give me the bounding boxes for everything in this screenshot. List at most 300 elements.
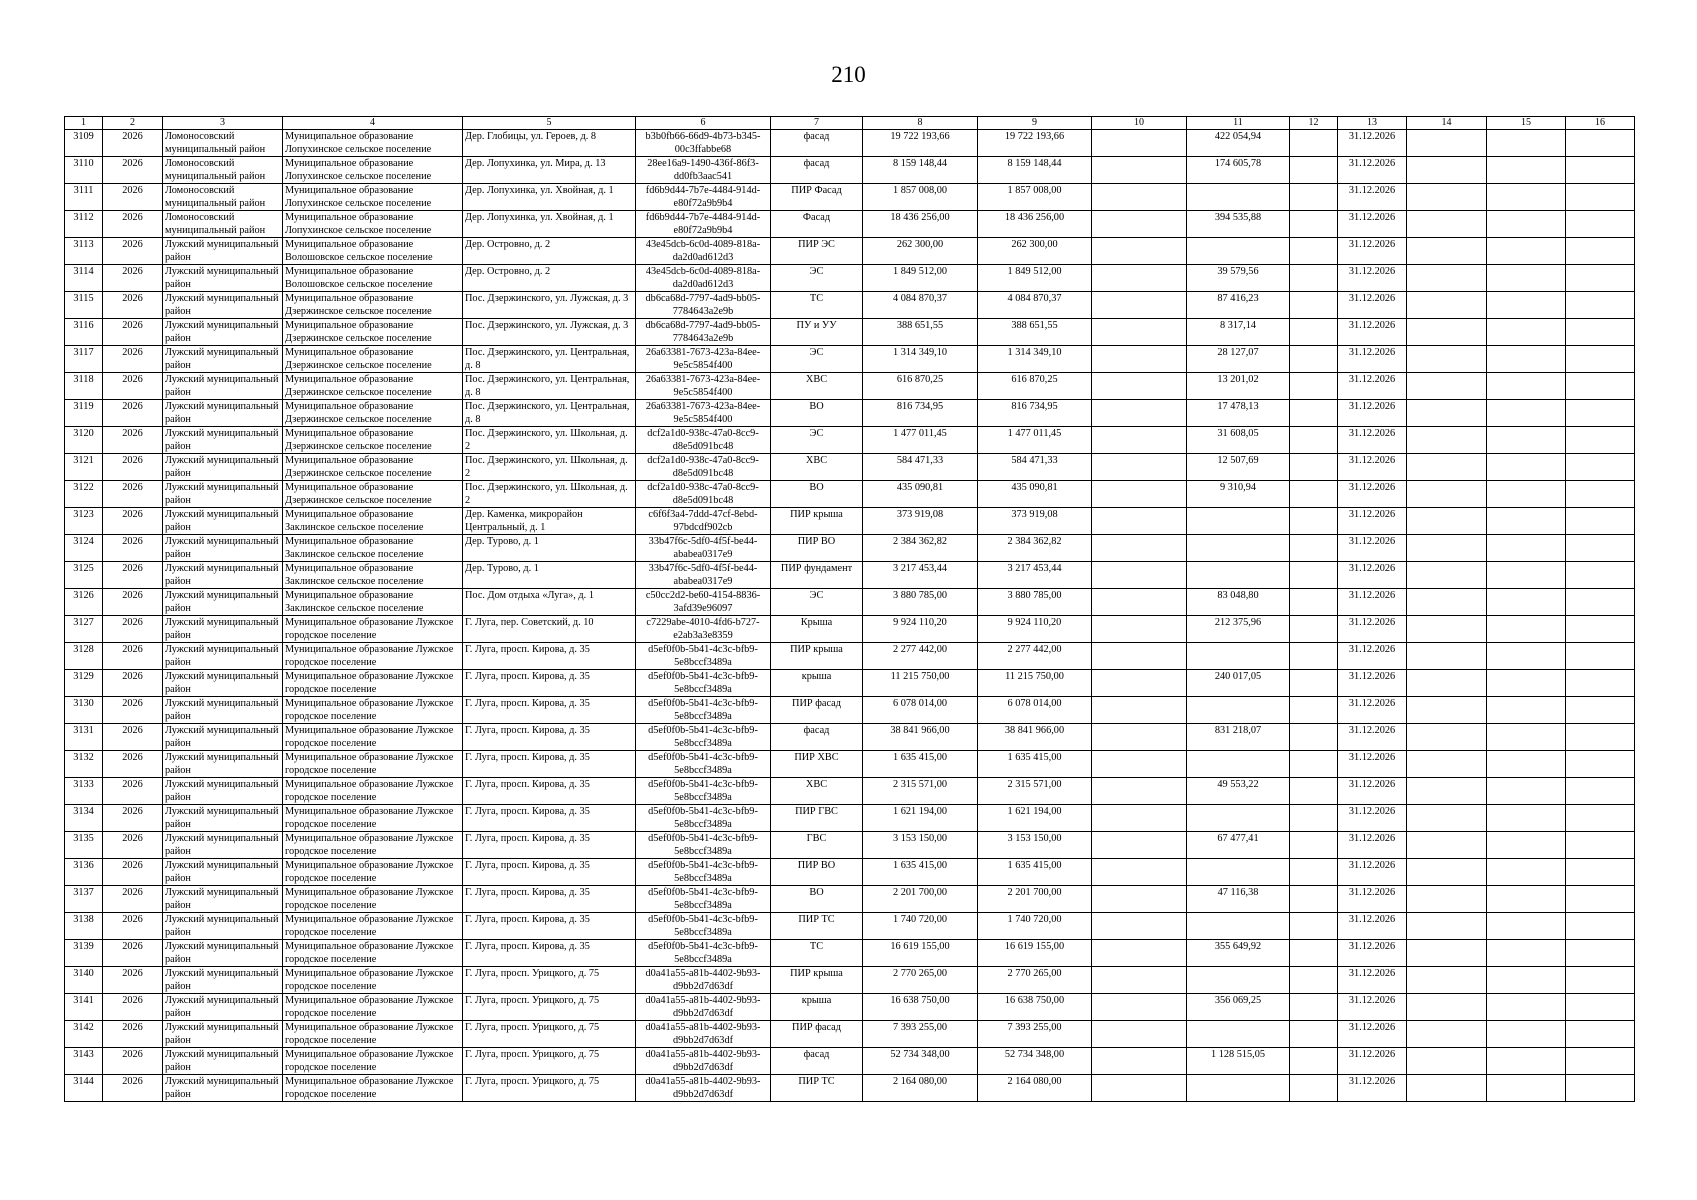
table-cell: 3 217 453,44 <box>978 562 1092 589</box>
table-cell: Лужский муниципальный район <box>163 535 283 562</box>
table-cell: 1 621 194,00 <box>863 805 978 832</box>
table-cell: Дер. Глобицы, ул. Героев, д. 8 <box>463 130 636 157</box>
table-cell: Пос. Дзержинского, ул. Лужская, д. 3 <box>463 319 636 346</box>
table-cell <box>1092 751 1187 778</box>
table-cell: 2 315 571,00 <box>863 778 978 805</box>
table-cell <box>1407 751 1487 778</box>
table-cell <box>1092 319 1187 346</box>
table-row <box>65 751 1635 778</box>
table-cell: Ломоносовский муниципальный район <box>163 130 283 157</box>
table-cell: Дер. Лопухинка, ул. Хвойная, д. 1 <box>463 184 636 211</box>
table-cell: 2026 <box>103 481 163 508</box>
table-cell: 2026 <box>103 454 163 481</box>
table-cell: ПИР крыша <box>771 643 863 670</box>
table-cell: ПИР крыша <box>771 967 863 994</box>
table-cell: 3125 <box>65 562 103 589</box>
table-cell: 7 393 255,00 <box>863 1021 978 1048</box>
table-cell <box>1290 1048 1338 1075</box>
column-header: 15 <box>1487 117 1566 130</box>
table-cell: Муниципальное образование Заклинское сельское поселение <box>283 535 463 562</box>
table-cell: 2026 <box>103 373 163 400</box>
table-cell <box>1407 1021 1487 1048</box>
table-cell <box>1407 994 1487 1021</box>
table-cell: Ломоносовский муниципальный район <box>163 184 283 211</box>
table-cell: d5ef0f0b-5b41-4c3c-bfb9-5e8bccf3489a <box>636 778 771 805</box>
table-cell <box>1407 535 1487 562</box>
table-cell: 31.12.2026 <box>1338 913 1407 940</box>
table-cell: 1 740 720,00 <box>863 913 978 940</box>
table-cell: 3112 <box>65 211 103 238</box>
table-body <box>65 130 1635 1102</box>
table-cell <box>1566 346 1635 373</box>
table-cell: 31.12.2026 <box>1338 481 1407 508</box>
table-cell <box>1487 1075 1566 1102</box>
table-cell: 2026 <box>103 751 163 778</box>
table-cell: Муниципальное образование Лужское городское поселение <box>283 1048 463 1075</box>
table-cell: 2026 <box>103 400 163 427</box>
table-cell: ЭС <box>771 265 863 292</box>
table-cell: Муниципальное образование Лужское городское поселение <box>283 1075 463 1102</box>
table-cell <box>1092 508 1187 535</box>
table-cell: Пос. Дзержинского, ул. Центральная, д. 8 <box>463 346 636 373</box>
table-cell: Лужский муниципальный район <box>163 751 283 778</box>
table-cell: 2 277 442,00 <box>978 643 1092 670</box>
table-cell <box>1092 1021 1187 1048</box>
table-cell: 2026 <box>103 940 163 967</box>
table-cell <box>1092 670 1187 697</box>
table-cell: Дер. Островно, д. 2 <box>463 238 636 265</box>
table-cell: 2 201 700,00 <box>978 886 1092 913</box>
table-cell: 33b47f6c-5df0-4f5f-be44-ababea0317e9 <box>636 562 771 589</box>
table-cell: Лужский муниципальный район <box>163 292 283 319</box>
table-cell: Лужский муниципальный район <box>163 643 283 670</box>
table-cell: Лужский муниципальный район <box>163 967 283 994</box>
table-cell <box>1092 157 1187 184</box>
table-row <box>65 967 1635 994</box>
table-cell: 2 384 362,82 <box>863 535 978 562</box>
table-cell: Г. Луга, просп. Кирова, д. 35 <box>463 751 636 778</box>
table-cell: Г. Луга, просп. Урицкого, д. 75 <box>463 1075 636 1102</box>
table-cell: 31.12.2026 <box>1338 130 1407 157</box>
table-cell <box>1487 859 1566 886</box>
table-cell <box>1566 427 1635 454</box>
table-cell <box>1290 994 1338 1021</box>
table-cell: 2026 <box>103 1021 163 1048</box>
table-cell: 2 201 700,00 <box>863 886 978 913</box>
table-cell <box>1487 481 1566 508</box>
table-cell: 2026 <box>103 562 163 589</box>
table-cell: 355 649,92 <box>1187 940 1290 967</box>
table-cell <box>1092 913 1187 940</box>
table-cell: 2 384 362,82 <box>978 535 1092 562</box>
table-cell <box>1092 184 1187 211</box>
table-cell: 3129 <box>65 670 103 697</box>
table-cell: 31.12.2026 <box>1338 724 1407 751</box>
table-cell <box>1092 697 1187 724</box>
table-cell <box>1290 157 1338 184</box>
table-cell: Г. Луга, просп. Кирова, д. 35 <box>463 643 636 670</box>
table-cell: ТС <box>771 292 863 319</box>
table-cell <box>1566 1048 1635 1075</box>
table-cell <box>1290 562 1338 589</box>
table-cell <box>1407 832 1487 859</box>
table-cell <box>1407 454 1487 481</box>
table-cell <box>1290 886 1338 913</box>
table-cell: 31.12.2026 <box>1338 400 1407 427</box>
table-cell: 3142 <box>65 1021 103 1048</box>
table-cell: ПИР крыша <box>771 508 863 535</box>
table-cell <box>1092 238 1187 265</box>
table-cell: 3123 <box>65 508 103 535</box>
table-cell <box>1290 184 1338 211</box>
table-cell: 8 159 148,44 <box>863 157 978 184</box>
table-cell: 2026 <box>103 589 163 616</box>
table-cell: фасад <box>771 724 863 751</box>
table-cell <box>1092 265 1187 292</box>
table-cell: 816 734,95 <box>863 400 978 427</box>
table-cell: 3115 <box>65 292 103 319</box>
table-cell: 31.12.2026 <box>1338 805 1407 832</box>
table-row <box>65 508 1635 535</box>
table-header <box>65 117 1635 130</box>
table-cell: 16 619 155,00 <box>978 940 1092 967</box>
table-cell <box>1566 778 1635 805</box>
table-cell: Г. Луга, просп. Кирова, д. 35 <box>463 724 636 751</box>
table-cell: 43e45dcb-6c0d-4089-818a-da2d0ad612d3 <box>636 238 771 265</box>
table-cell <box>1566 643 1635 670</box>
table-row <box>65 427 1635 454</box>
column-header: 7 <box>771 117 863 130</box>
table-cell: ВО <box>771 886 863 913</box>
table-cell: 435 090,81 <box>863 481 978 508</box>
table-cell: 31.12.2026 <box>1338 184 1407 211</box>
table-cell: 3128 <box>65 643 103 670</box>
table-cell <box>1290 211 1338 238</box>
table-row <box>65 319 1635 346</box>
table-cell <box>1092 292 1187 319</box>
table-cell: 16 619 155,00 <box>863 940 978 967</box>
table-cell: d5ef0f0b-5b41-4c3c-bfb9-5e8bccf3489a <box>636 805 771 832</box>
table-cell: ПИР ВО <box>771 859 863 886</box>
table-cell <box>1566 265 1635 292</box>
table-cell: Муниципальное образование Лужское городское поселение <box>283 832 463 859</box>
table-cell: 3 217 453,44 <box>863 562 978 589</box>
table-row <box>65 1075 1635 1102</box>
table-cell: Г. Луга, просп. Кирова, д. 35 <box>463 913 636 940</box>
table-cell <box>1092 616 1187 643</box>
table-cell <box>1487 184 1566 211</box>
table-cell: d0a41a55-a81b-4402-9b93-d9bb2d7d63df <box>636 994 771 1021</box>
table-cell <box>1187 643 1290 670</box>
table-cell: 67 477,41 <box>1187 832 1290 859</box>
table-cell: 3135 <box>65 832 103 859</box>
table-cell: 831 218,07 <box>1187 724 1290 751</box>
table-cell: Муниципальное образование Дзержинское сельское поселение <box>283 292 463 319</box>
table-cell <box>1092 130 1187 157</box>
table-cell: 3117 <box>65 346 103 373</box>
table-cell <box>1487 1021 1566 1048</box>
table-cell <box>1487 643 1566 670</box>
table-cell: 2026 <box>103 535 163 562</box>
table-cell: 3140 <box>65 967 103 994</box>
table-cell: 584 471,33 <box>863 454 978 481</box>
table-cell: 1 635 415,00 <box>978 751 1092 778</box>
table-cell: 31.12.2026 <box>1338 535 1407 562</box>
table-cell: 1 635 415,00 <box>863 751 978 778</box>
table-cell: 3143 <box>65 1048 103 1075</box>
table-cell: 2026 <box>103 1048 163 1075</box>
table-cell <box>1566 292 1635 319</box>
table-cell: 11 215 750,00 <box>863 670 978 697</box>
table-cell: Ломоносовский муниципальный район <box>163 157 283 184</box>
table-cell <box>1566 481 1635 508</box>
table-cell: 31.12.2026 <box>1338 292 1407 319</box>
header-row <box>65 117 1635 130</box>
table-cell: d5ef0f0b-5b41-4c3c-bfb9-5e8bccf3489a <box>636 751 771 778</box>
table-cell: 2026 <box>103 778 163 805</box>
table-row <box>65 994 1635 1021</box>
table-row <box>65 697 1635 724</box>
table-cell: 31.12.2026 <box>1338 238 1407 265</box>
table-cell: Лужский муниципальный район <box>163 886 283 913</box>
table-cell <box>1407 130 1487 157</box>
table-row <box>65 805 1635 832</box>
data-table <box>64 116 1635 1102</box>
table-cell: Лужский муниципальный район <box>163 670 283 697</box>
table-cell: 2026 <box>103 967 163 994</box>
table-cell: 83 048,80 <box>1187 589 1290 616</box>
table-cell: 3144 <box>65 1075 103 1102</box>
table-cell: Муниципальное образование Дзержинское сельское поселение <box>283 427 463 454</box>
table-cell: 8 317,14 <box>1187 319 1290 346</box>
table-cell <box>1092 859 1187 886</box>
table-cell: 3114 <box>65 265 103 292</box>
column-header: 9 <box>978 117 1092 130</box>
table-cell: 2 164 080,00 <box>978 1075 1092 1102</box>
table-cell <box>1407 616 1487 643</box>
table-cell <box>1407 913 1487 940</box>
table-cell <box>1290 940 1338 967</box>
table-cell <box>1566 886 1635 913</box>
table-cell: 31.12.2026 <box>1338 157 1407 184</box>
table-cell: Муниципальное образование Лужское городское поселение <box>283 940 463 967</box>
table-cell: 1 621 194,00 <box>978 805 1092 832</box>
table-cell: 31.12.2026 <box>1338 1021 1407 1048</box>
table-cell: 2 164 080,00 <box>863 1075 978 1102</box>
table-cell: 2026 <box>103 832 163 859</box>
table-cell <box>1487 508 1566 535</box>
table-cell <box>1487 724 1566 751</box>
table-cell: fd6b9d44-7b7e-4484-914d-e80f72a9b9b4 <box>636 211 771 238</box>
table-cell: 3122 <box>65 481 103 508</box>
table-cell: ПИР ВО <box>771 535 863 562</box>
table-cell <box>1566 913 1635 940</box>
table-cell: 3121 <box>65 454 103 481</box>
table-cell <box>1487 157 1566 184</box>
table-cell <box>1290 616 1338 643</box>
table-cell: db6ca68d-7797-4ad9-bb05-7784643a2e9b <box>636 319 771 346</box>
table-cell: Лужский муниципальный район <box>163 913 283 940</box>
table-cell <box>1187 184 1290 211</box>
table-cell <box>1092 427 1187 454</box>
table-cell: ПИР фасад <box>771 697 863 724</box>
table-cell: фасад <box>771 157 863 184</box>
table-cell: c7229abe-4010-4fd6-b727-e2ab3a3e8359 <box>636 616 771 643</box>
table-row <box>65 238 1635 265</box>
table-cell: 6 078 014,00 <box>978 697 1092 724</box>
table-cell <box>1407 886 1487 913</box>
table-cell: 1 740 720,00 <box>978 913 1092 940</box>
table-cell: 388 651,55 <box>863 319 978 346</box>
table-cell: 2026 <box>103 319 163 346</box>
table-cell: Г. Луга, просп. Кирова, д. 35 <box>463 832 636 859</box>
table-cell: 16 638 750,00 <box>978 994 1092 1021</box>
table-cell <box>1092 454 1187 481</box>
table-cell: Муниципальное образование Заклинское сельское поселение <box>283 508 463 535</box>
table-cell: 8 159 148,44 <box>978 157 1092 184</box>
table-cell: d5ef0f0b-5b41-4c3c-bfb9-5e8bccf3489a <box>636 670 771 697</box>
column-header: 6 <box>636 117 771 130</box>
table-cell: Лужский муниципальный район <box>163 805 283 832</box>
table-cell: 2026 <box>103 724 163 751</box>
table-cell <box>1487 238 1566 265</box>
table-cell: 26a63381-7673-423a-84ee-9e5c5854f400 <box>636 373 771 400</box>
table-cell <box>1092 589 1187 616</box>
table-cell: 33b47f6c-5df0-4f5f-be44-ababea0317e9 <box>636 535 771 562</box>
table-cell: 2026 <box>103 130 163 157</box>
table-cell: 1 128 515,05 <box>1187 1048 1290 1075</box>
table-cell: 31.12.2026 <box>1338 589 1407 616</box>
table-cell <box>1487 562 1566 589</box>
table-cell: Муниципальное образование Лопухинское сельское поселение <box>283 130 463 157</box>
table-cell: 31.12.2026 <box>1338 751 1407 778</box>
table-row <box>65 940 1635 967</box>
table-cell: Дер. Островно, д. 2 <box>463 265 636 292</box>
table-cell <box>1092 211 1187 238</box>
table-cell: 12 507,69 <box>1187 454 1290 481</box>
table-cell <box>1092 400 1187 427</box>
table-cell: Дер. Турово, д. 1 <box>463 562 636 589</box>
table-cell <box>1566 859 1635 886</box>
table-cell <box>1566 697 1635 724</box>
table-cell: 1 314 349,10 <box>978 346 1092 373</box>
table-cell: b3b0fb66-66d9-4b73-b345-00c3ffabbe68 <box>636 130 771 157</box>
column-header: 13 <box>1338 117 1407 130</box>
table-cell: Г. Луга, просп. Кирова, д. 35 <box>463 670 636 697</box>
table-cell: 2026 <box>103 913 163 940</box>
table-cell: Муниципальное образование Дзержинское сельское поселение <box>283 346 463 373</box>
table-cell: 4 084 870,37 <box>863 292 978 319</box>
table-cell <box>1566 832 1635 859</box>
table-cell: 2026 <box>103 886 163 913</box>
table-cell: Г. Луга, просп. Урицкого, д. 75 <box>463 994 636 1021</box>
table-cell: 3133 <box>65 778 103 805</box>
table-cell: 28ee16a9-1490-436f-86f3-dd0fb3aac541 <box>636 157 771 184</box>
table-cell: 262 300,00 <box>863 238 978 265</box>
table-cell <box>1487 211 1566 238</box>
table-cell: 9 924 110,20 <box>978 616 1092 643</box>
table-cell: 38 841 966,00 <box>863 724 978 751</box>
table-cell: 616 870,25 <box>978 373 1092 400</box>
table-cell <box>1407 481 1487 508</box>
table-row <box>65 1048 1635 1075</box>
table-cell: Муниципальное образование Дзержинское сельское поселение <box>283 319 463 346</box>
table-cell <box>1487 697 1566 724</box>
table-cell: ПИР Фасад <box>771 184 863 211</box>
table-cell <box>1290 724 1338 751</box>
table-cell: Г. Луга, просп. Кирова, д. 35 <box>463 697 636 724</box>
table-cell: 3 153 150,00 <box>863 832 978 859</box>
column-header: 1 <box>65 117 103 130</box>
table-cell: 3109 <box>65 130 103 157</box>
table-cell: 3138 <box>65 913 103 940</box>
table-cell: Муниципальное образование Лужское городское поселение <box>283 967 463 994</box>
table-cell <box>1290 643 1338 670</box>
table-row <box>65 643 1635 670</box>
table-cell <box>1290 805 1338 832</box>
table-cell <box>1487 913 1566 940</box>
table-cell: Лужский муниципальный район <box>163 994 283 1021</box>
table-cell: d5ef0f0b-5b41-4c3c-bfb9-5e8bccf3489a <box>636 724 771 751</box>
table-cell: Дер. Турово, д. 1 <box>463 535 636 562</box>
table-cell: фасад <box>771 1048 863 1075</box>
table-cell: Муниципальное образование Волошовское сельское поселение <box>283 265 463 292</box>
table-cell: Лужский муниципальный район <box>163 859 283 886</box>
table-cell: 2026 <box>103 508 163 535</box>
table-cell: 9 924 110,20 <box>863 616 978 643</box>
table-cell: 31.12.2026 <box>1338 616 1407 643</box>
table-cell: 3124 <box>65 535 103 562</box>
table-cell: Муниципальное образование Лужское городское поселение <box>283 751 463 778</box>
table-cell <box>1566 670 1635 697</box>
table-cell: 3 153 150,00 <box>978 832 1092 859</box>
table-cell <box>1290 130 1338 157</box>
table-cell: ЭС <box>771 427 863 454</box>
table-cell: Лужский муниципальный район <box>163 697 283 724</box>
table-cell: d5ef0f0b-5b41-4c3c-bfb9-5e8bccf3489a <box>636 832 771 859</box>
table-cell: Г. Луга, просп. Урицкого, д. 75 <box>463 1021 636 1048</box>
table-cell: 2026 <box>103 238 163 265</box>
table-cell: Лужский муниципальный район <box>163 481 283 508</box>
column-header: 4 <box>283 117 463 130</box>
table-row <box>65 265 1635 292</box>
table-cell <box>1487 778 1566 805</box>
table-cell <box>1187 238 1290 265</box>
table-row <box>65 886 1635 913</box>
table-cell <box>1566 589 1635 616</box>
table-cell <box>1290 751 1338 778</box>
table-cell <box>1566 400 1635 427</box>
table-cell <box>1290 778 1338 805</box>
table-cell <box>1187 859 1290 886</box>
table-cell: 2 770 265,00 <box>978 967 1092 994</box>
page-number: 210 <box>831 62 866 87</box>
table-cell: ПИР фасад <box>771 1021 863 1048</box>
table-cell: крыша <box>771 994 863 1021</box>
table-cell: Г. Луга, просп. Урицкого, д. 75 <box>463 1048 636 1075</box>
table-cell <box>1566 940 1635 967</box>
table-cell: 2 315 571,00 <box>978 778 1092 805</box>
table-cell <box>1290 697 1338 724</box>
table-cell: 262 300,00 <box>978 238 1092 265</box>
table-cell <box>1407 508 1487 535</box>
table-cell: c6f6f3a4-7ddd-47cf-8ebd-97bdcdf902cb <box>636 508 771 535</box>
table-cell: 3 880 785,00 <box>978 589 1092 616</box>
table-cell <box>1407 859 1487 886</box>
table-cell: 3116 <box>65 319 103 346</box>
table-cell <box>1407 292 1487 319</box>
table-cell <box>1092 994 1187 1021</box>
